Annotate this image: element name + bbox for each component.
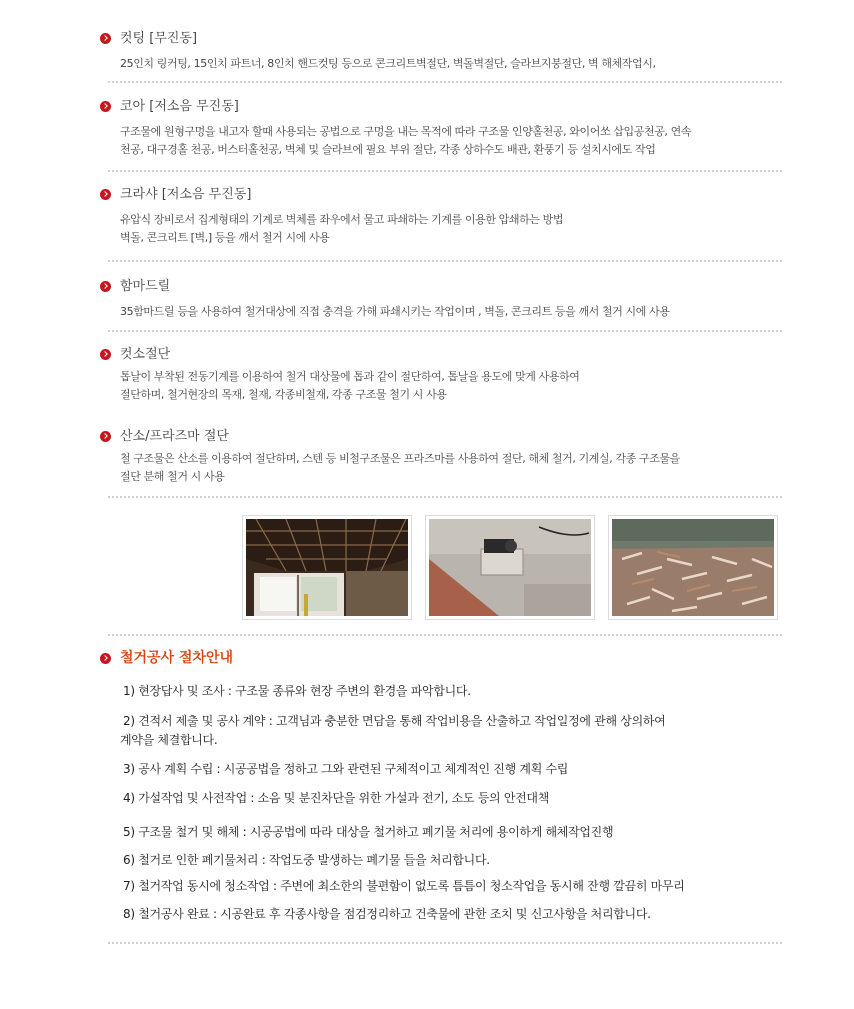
method-oxygen-plasma (100, 428, 790, 486)
arrow-bullet-icon (100, 349, 111, 360)
method-description: 구조물에 원형구멍을 내고자 할때 사용되는 공법으로 구멍을 내는 목적에 따라 구조물 인양홀천공, 와이어쏘 삽입공천공, 연속 천공, 대구경홀 천공, 버스터홀천공, 벽체 및 슬라브에 필요 부위 절단, 각종 상하수도 배관, 환풍기 등 설치시에도 작업 (120, 125, 692, 156)
method-title: 코아 [저소음 무진동] (120, 99, 239, 114)
divider (108, 260, 782, 262)
method-core (100, 98, 790, 159)
photo-frame (242, 515, 412, 620)
divider (108, 496, 782, 498)
procedure-step: 4) 가설작업 및 사전작업 : 소음 및 분진차단을 위한 가설과 전기, 소도 등의 안전대책 (123, 791, 550, 805)
procedure-step: 6) 철거로 인한 폐기물처리 : 작업도중 발생하는 폐기물 들을 처리합니다. (123, 853, 490, 867)
divider (108, 330, 782, 332)
arrow-bullet-icon (100, 33, 111, 44)
method-description: 철 구조물은 산소를 이용하여 절단하며, 스텐 등 비철구조물은 프라즈마를 사용하여 절단, 해체 철거, 기계실, 각종 구조물을 절단 분해 철거 시 사용 (120, 452, 680, 483)
method-description: 톱날이 부착된 전동기계를 이용하여 철거 대상물에 톱과 같이 절단하여, 톱날을 용도에 맞게 사용하여 절단하며, 철거현장의 목재, 철재, 각종비철재, 각종 구조물 철기 시 사용 (120, 370, 580, 401)
floor-cutting-machine-photo (429, 519, 591, 616)
method-description: 25인치 링커팅, 15인치 파트너, 8인치 핸드컷팅 등으로 콘크리트벽절단, 벽돌벽절단, 슬라브지붕절단, 벽 해체작업시, (120, 57, 656, 70)
method-description: 유압식 장비로서 집게형태의 기계로 벽체를 좌우에서 물고 파쇄하는 기계를 이용한 압쇄하는 방법 벽돌, 콘크리트 [벽,] 등을 깨서 철거 시에 사용 (120, 213, 564, 244)
method-description: 35함마드릴 등을 사용하여 철거대상에 직접 충격을 가해 파쇄시키는 작업이며 , 벽돌, 콘크리트 등을 깨서 철거 시에 사용 (120, 305, 670, 318)
procedure-step: 5) 구조물 철거 및 해체 : 시공공법에 따라 대상을 철거하고 폐기물 처리에 용이하게 해체작업진행 (123, 825, 614, 839)
arrow-bullet-icon (100, 101, 111, 112)
method-crusher (100, 186, 790, 247)
divider (108, 81, 782, 83)
method-title: 컷소절단 (120, 347, 171, 362)
divider (108, 942, 782, 944)
photo-frame (608, 515, 778, 620)
procedure-step: 3) 공사 계획 수립 : 시공공법을 정하고 그와 관련된 구체적이고 체계적인 진행 계획 수립 (123, 762, 569, 776)
arrow-bullet-icon (100, 281, 111, 292)
photo-frame (425, 515, 595, 620)
wood-flooring-debris-photo (612, 519, 774, 616)
method-saw-cutting (100, 346, 790, 404)
arrow-bullet-icon (100, 653, 111, 664)
method-title: 크라샤 [저소음 무진동] (120, 187, 252, 202)
interior-ceiling-demolition-photo (246, 519, 408, 616)
procedure-title: 철거공사 절차안내 (120, 650, 234, 666)
method-title: 함마드릴 (120, 279, 171, 294)
arrow-bullet-icon (100, 189, 111, 200)
procedure-step: 8) 철거공사 완료 : 시공완료 후 각종사항을 점검정리하고 건축물에 관한 조치 및 신고사항을 처리합니다. (123, 907, 651, 921)
arrow-bullet-icon (100, 431, 111, 442)
divider (108, 170, 782, 172)
method-cutting (100, 30, 790, 73)
procedure-step: 1) 현장답사 및 조사 : 구조물 종류와 현장 주변의 환경을 파악합니다. (123, 684, 471, 698)
procedure-step: 7) 철거작업 동시에 청소작업 : 주변에 최소한의 불편함이 없도록 틈틈이 청소작업을 동시해 잔행 깔끔히 마무리 (123, 879, 685, 893)
divider (108, 634, 782, 636)
method-title: 산소/프라즈마 절단 (120, 429, 229, 444)
procedure-step: 2) 견적서 제출 및 공사 계약 : 고객님과 충분한 면담을 통해 작업비용을 산출하고 작업일정에 관해 상의하여 계약을 체결합니다. (120, 714, 666, 747)
method-title: 컷팅 [무진동] (120, 31, 198, 46)
method-hammer-drill (100, 278, 790, 321)
